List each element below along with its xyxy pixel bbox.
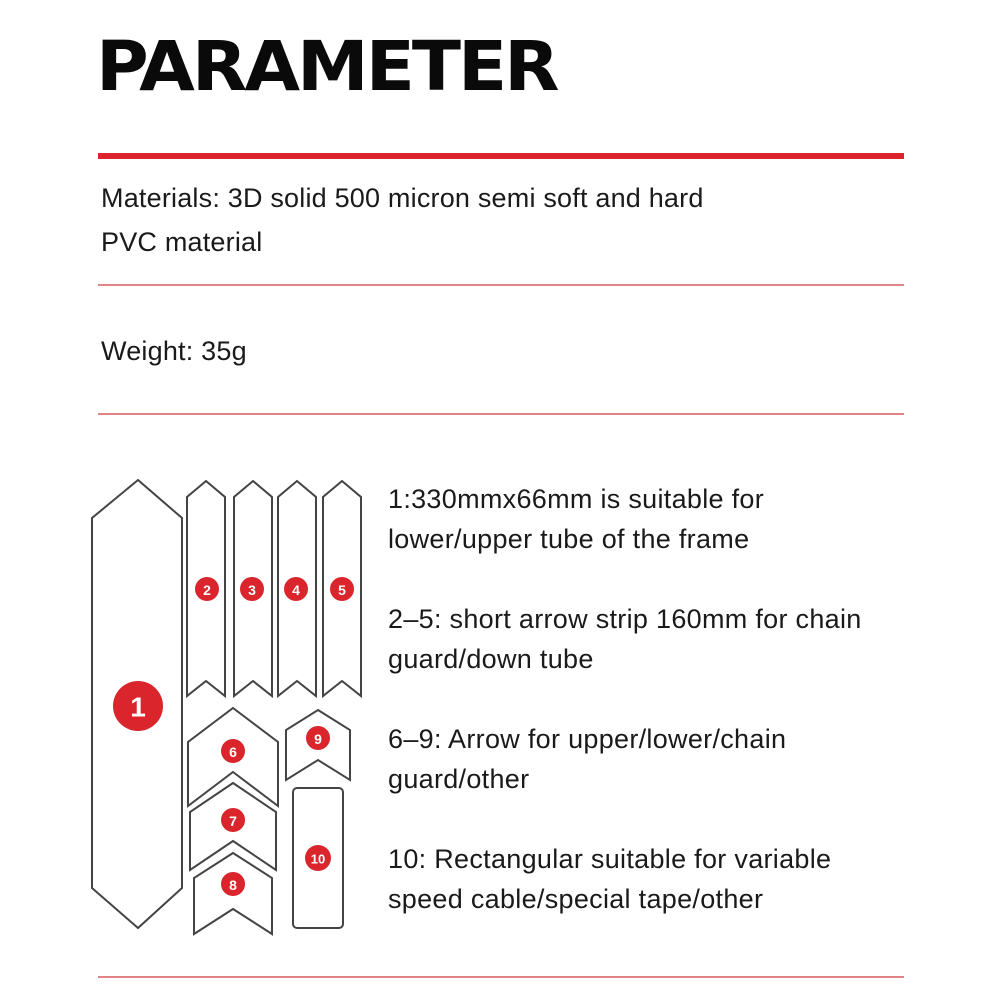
badge-5-label: 5 bbox=[338, 582, 346, 598]
description-1-line-1: 1:330mmx66mm is suitable for bbox=[388, 484, 765, 514]
piece-9 bbox=[286, 710, 350, 780]
description-3-line-1: 6–9: Arrow for upper/lower/chain bbox=[388, 724, 787, 754]
description-1-line-2: lower/upper tube of the frame bbox=[388, 524, 750, 554]
piece-10 bbox=[293, 788, 343, 928]
badge-2-label: 2 bbox=[203, 582, 211, 598]
description-1 bbox=[388, 479, 764, 559]
badge-1-label: 1 bbox=[130, 691, 146, 723]
description-2 bbox=[388, 599, 862, 679]
piece-8 bbox=[194, 853, 272, 934]
piece-2 bbox=[187, 481, 225, 696]
badge-8-label: 8 bbox=[229, 877, 237, 893]
piece-4 bbox=[278, 481, 316, 696]
badge-9-label: 9 bbox=[314, 731, 322, 747]
badge-4-label: 4 bbox=[292, 582, 300, 598]
description-2-line-1: 2–5: short arrow strip 160mm for chain bbox=[388, 604, 862, 634]
description-3 bbox=[388, 719, 786, 799]
description-3-line-2: guard/other bbox=[388, 764, 530, 794]
badge-3-label: 3 bbox=[248, 582, 256, 598]
piece-5 bbox=[323, 481, 361, 696]
weight-line: Weight: 35g bbox=[101, 336, 247, 366]
description-2-line-2: guard/down tube bbox=[388, 644, 594, 674]
materials-line-1: Materials: 3D solid 500 micron semi soft and hard bbox=[101, 183, 704, 213]
badge-10-label: 10 bbox=[310, 851, 326, 867]
materials-line-2: PVC material bbox=[101, 227, 263, 257]
description-4 bbox=[388, 839, 831, 919]
bottom-divider bbox=[98, 976, 904, 978]
badge-6-label: 6 bbox=[229, 744, 237, 760]
description-4-line-2: speed cable/special tape/other bbox=[388, 884, 764, 914]
piece-3 bbox=[234, 481, 272, 696]
description-4-line-1: 10: Rectangular suitable for variable bbox=[388, 844, 832, 874]
piece-1 bbox=[92, 480, 182, 928]
badge-7-label: 7 bbox=[229, 813, 237, 829]
page-title: PARAMETER bbox=[96, 26, 557, 106]
